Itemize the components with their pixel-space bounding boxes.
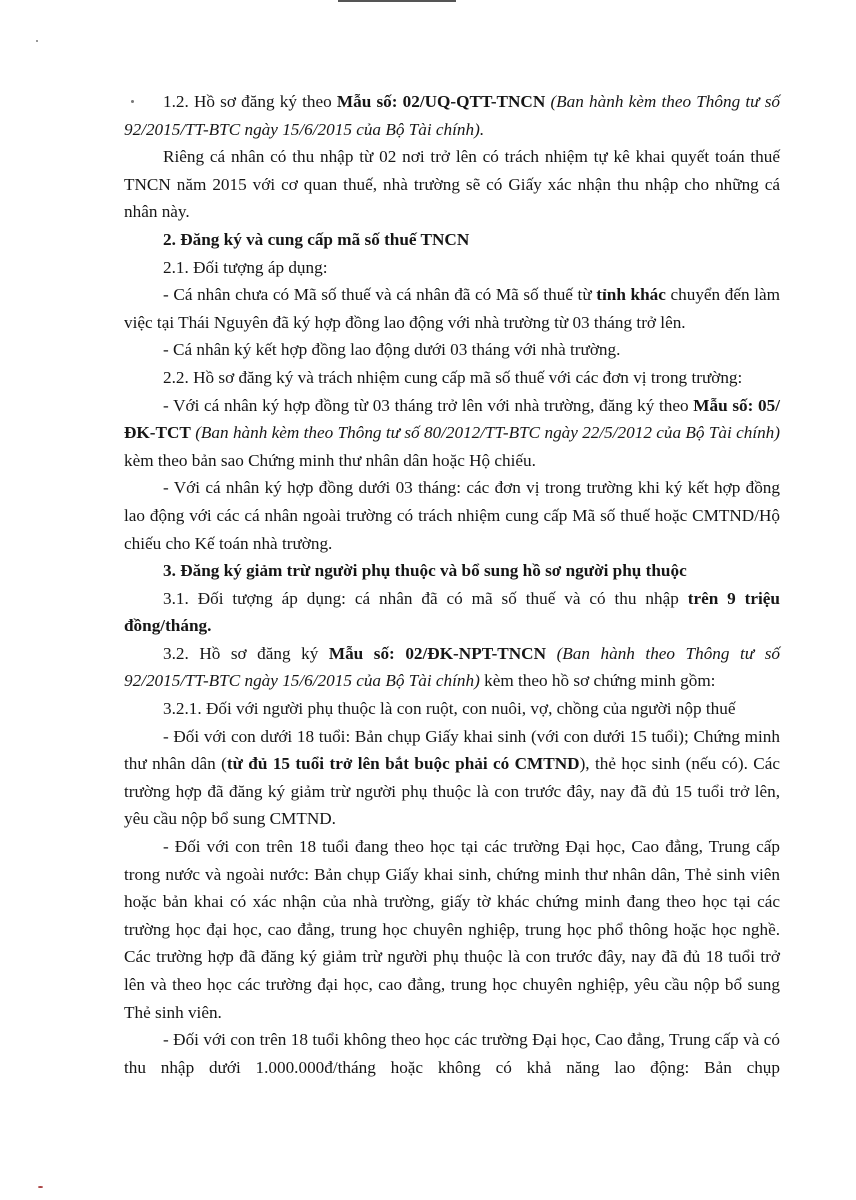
text-run — [546, 644, 557, 663]
text-run: kèm theo hồ sơ chứng minh gồm: — [479, 671, 716, 691]
text-run: - Đối với con trên 18 tuổi đang theo học tại các trường Đại học, Cao đẳng, Trung cấp trong nước và ngoài nước: Bản chụp Giấy khai sinh, chứng minh thư nhân dân, Thẻ sinh viên hoặc bản khai có xác nhận của nhà trường, giấy tờ khác chứng minh đang theo học tại các trường học đại học, cao đẳng, trung học chuyên nghiệp, trung học phổ thông hoặc học nghề. Các trường hợp đã đăng ký giảm trừ người phụ thuộc là con trước đây, nay đã đủ 18 tuổi trở lên và theo học các trường đại học, cao đẳng, trung học chuyên nghiệp, yêu cầu nộp bổ sung Thẻ sinh viên. — [124, 837, 780, 1022]
scan-edge-mark — [338, 0, 456, 2]
bullet-child-over-18-not-studying — [124, 1026, 780, 1081]
text-run: chuyển đến làm việc tại Thái Nguyên đã ký hợp đồng lao động với nhà trường từ 03 tháng trở lên. — [124, 285, 780, 332]
text-run: - Cá nhân chưa có Mã số thuế và cá nhân đã có Mã số thuế từ — [163, 285, 597, 305]
bullet-child-under-18 — [124, 723, 780, 833]
bold-text-run: tỉnh khác — [596, 285, 666, 305]
text-run: 1.2. Hồ sơ đăng ký theo — [163, 92, 337, 111]
text-run: - Với cá nhân ký hợp đồng dưới 03 tháng: các đơn vị trong trường khi ký kết hợp đồng lao động với các cá nhân ngoài trường có trách nhiệm cung cấp Mã số thuế hoặc CMTND/Hộ chiếu cho Kế toán nhà trường. — [124, 478, 780, 553]
bullet-no-tax-code — [124, 281, 780, 336]
text-run: kèm theo bản sao Chứng minh thư nhân dân hoặc Hộ chiếu. — [124, 450, 536, 470]
bold-text-run: 2. Đăng ký và cung cấp mã số thuế TNCN — [163, 229, 470, 249]
paragraph-3-2 — [124, 640, 780, 695]
text-run: ), thẻ học sinh (nếu có). Các trường hợp đã đăng ký giảm trừ người phụ thuộc là con trước đây, nay đã đủ 15 tuổi trở lên, yêu cầu nộp bổ sung CMTND. — [124, 754, 780, 829]
bold-text-run: từ đủ 15 tuổi trở lên bắt buộc phải có CMTND — [226, 754, 580, 774]
italic-text-run: (Ban hành theo Thông tư số 92/2015/TT-BTC ngày 15/6/2015 của Bộ Tài chính) — [124, 643, 780, 691]
heading-section-3 — [124, 557, 780, 585]
bold-text-run: Mẫu số: 02/UQ-QTT-TNCN — [336, 92, 546, 111]
document-page — [124, 88, 780, 1081]
bullet-long-contract-form — [124, 392, 780, 475]
text-run: 2.2. Hồ sơ đăng ký và trách nhiệm cung cấp mã số thuế với các đơn vị trong trường: — [163, 367, 743, 387]
bold-text-run: Mẫu số: 05/ĐK-TCT — [124, 395, 780, 443]
bold-text-run: Mẫu số: 02/ĐK-NPT-TNCN — [328, 643, 547, 663]
text-run: 3.1. Đối tượng áp dụng: cá nhân đã có mã số thuế và có thu nhập — [163, 588, 688, 608]
paragraph-separate-income — [124, 143, 780, 226]
text-run: 3.2.1. Đối với người phụ thuộc là con ruột, con nuôi, vợ, chồng của người nộp thuế — [163, 699, 736, 719]
text-run: Riêng cá nhân có thu nhập từ 02 nơi trở lên có trách nhiệm tự kê khai quyết toán thuế TNCN năm 2015 với cơ quan thuế, nhà trường sẽ có Giấy xác nhận thu nhập cho những cá nhân này. — [124, 147, 780, 222]
bullet-short-contract-units — [124, 474, 780, 557]
bold-text-run: 3. Đăng ký giảm trừ người phụ thuộc và bổ sung hồ sơ người phụ thuộc — [163, 561, 687, 581]
text-run: 3.2. Hồ sơ đăng ký — [163, 643, 329, 663]
heading-section-2 — [124, 226, 780, 254]
scan-speck — [36, 40, 38, 42]
italic-text-run: (Ban hành kèm theo Thông tư số 80/2012/TT-BTC ngày 22/5/2012 của Bộ Tài chính) — [195, 423, 780, 443]
text-run: - Đối với con trên 18 tuổi không theo học các trường Đại học, Cao đẳng, Trung cấp và có thu nhập dưới 1.000.000đ/tháng hoặc không có khả năng lao động: Bản chụp — [124, 1030, 780, 1077]
text-run: 2.1. Đối tượng áp dụng: — [163, 257, 328, 277]
scan-speck — [38, 1186, 43, 1188]
paragraph-3-1 — [124, 585, 780, 640]
italic-text-run: (Ban hành kèm theo Thông tư số 92/2015/TT-BTC ngày 15/6/2015 của Bộ Tài chính). — [124, 92, 780, 139]
paragraph-2-1 — [124, 254, 780, 282]
bullet-child-over-18-studying — [124, 833, 780, 1026]
paragraph-1-2 — [124, 88, 780, 143]
bullet-short-contract — [124, 336, 780, 364]
text-run: - Với cá nhân ký hợp đồng từ 03 tháng trở lên với nhà trường, đăng ký theo — [163, 395, 694, 415]
text-run: - Cá nhân ký kết hợp đồng lao động dưới 03 tháng với nhà trường. — [163, 340, 621, 360]
text-run: - Đối với con dưới 18 tuổi: Bản chụp Giấy khai sinh (với con dưới 15 tuổi); Chứng minh thư nhân dân ( — [124, 726, 780, 774]
paragraph-3-2-1 — [124, 695, 780, 723]
bold-text-run: trên 9 triệu đồng/tháng. — [124, 588, 780, 636]
paragraph-2-2 — [124, 364, 780, 392]
